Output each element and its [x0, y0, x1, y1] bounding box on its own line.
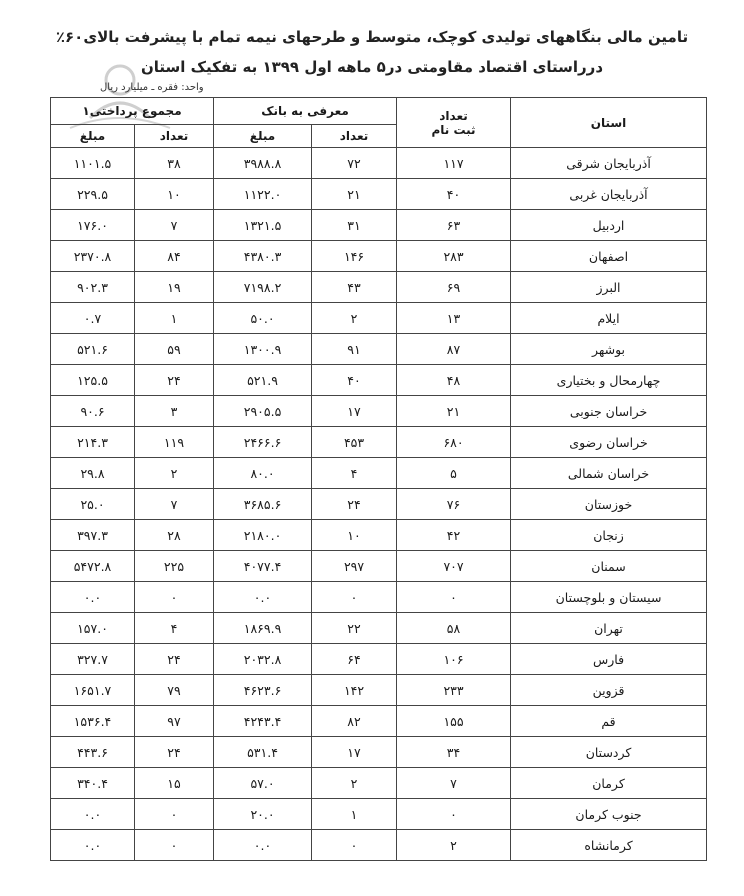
cell-paid-amount: ۱۵۷.۰: [51, 613, 135, 644]
cell-paid-count: ۲۴: [135, 365, 214, 396]
cell-intro-amount: ۵۷.۰: [214, 768, 312, 799]
cell-paid-count: ۰: [135, 799, 214, 830]
table-row: [51, 427, 707, 458]
cell-paid-count: ۱۵: [135, 768, 214, 799]
cell-registered: ۷۰۷: [397, 551, 511, 582]
cell-intro-count: ۴۰: [312, 365, 397, 396]
cell-province: بوشهر: [511, 334, 707, 365]
cell-intro-amount: ۵۲۱.۹: [214, 365, 312, 396]
cell-intro-count: ۲۲: [312, 613, 397, 644]
cell-paid-count: ۷: [135, 489, 214, 520]
cell-paid-amount: ۱۲۵.۵: [51, 365, 135, 396]
table-row: [51, 737, 707, 768]
cell-intro-count: ۱۷: [312, 396, 397, 427]
cell-paid-amount: ۰.۰: [51, 799, 135, 830]
table-row: [51, 210, 707, 241]
cell-registered: ۷۶: [397, 489, 511, 520]
cell-intro-amount: ۱۸۶۹.۹: [214, 613, 312, 644]
cell-intro-count: ۴۳: [312, 272, 397, 303]
cell-intro-amount: ۲۴۶۶.۶: [214, 427, 312, 458]
cell-intro-amount: ۴۳۸۰.۳: [214, 241, 312, 272]
cell-province: البرز: [511, 272, 707, 303]
cell-paid-amount: ۲۱۴.۳: [51, 427, 135, 458]
cell-intro-count: ۱۴۲: [312, 675, 397, 706]
cell-province: ایلام: [511, 303, 707, 334]
cell-intro-amount: ۵۳۱.۴: [214, 737, 312, 768]
cell-paid-count: ۱۹: [135, 272, 214, 303]
cell-intro-amount: ۸۰.۰: [214, 458, 312, 489]
cell-intro-amount: ۵۰.۰: [214, 303, 312, 334]
cell-intro-count: ۴: [312, 458, 397, 489]
cell-registered: ۰: [397, 799, 511, 830]
cell-province: کردستان: [511, 737, 707, 768]
cell-paid-count: ۷: [135, 210, 214, 241]
table-row: [51, 768, 707, 799]
header-paid: مجموع پرداختی۱: [51, 98, 214, 125]
cell-intro-count: ۷۲: [312, 148, 397, 179]
cell-intro-count: ۶۴: [312, 644, 397, 675]
cell-paid-count: ۲۲۵: [135, 551, 214, 582]
cell-province: آذربایجان شرقی: [511, 148, 707, 179]
cell-registered: ۳۴: [397, 737, 511, 768]
cell-registered: ۵۸: [397, 613, 511, 644]
cell-province: اردبیل: [511, 210, 707, 241]
cell-intro-amount: ۱۳۰۰.۹: [214, 334, 312, 365]
cell-paid-amount: ۴۴۳.۶: [51, 737, 135, 768]
table-row: [51, 582, 707, 613]
header-paid-count: تعداد: [135, 125, 214, 148]
cell-intro-count: ۱۷: [312, 737, 397, 768]
table-row: [51, 520, 707, 551]
cell-province: زنجان: [511, 520, 707, 551]
cell-paid-count: ۵۹: [135, 334, 214, 365]
table-row: [51, 241, 707, 272]
cell-province: قم: [511, 706, 707, 737]
cell-paid-amount: ۵۴۷۲.۸: [51, 551, 135, 582]
cell-registered: ۶۹: [397, 272, 511, 303]
cell-intro-count: ۰: [312, 830, 397, 861]
cell-paid-count: ۲۴: [135, 737, 214, 768]
header-introduced: معرفی به بانک: [214, 98, 397, 125]
cell-intro-count: ۲: [312, 768, 397, 799]
cell-intro-amount: ۴۰۷۷.۴: [214, 551, 312, 582]
cell-paid-amount: ۱۱۰۱.۵: [51, 148, 135, 179]
province-finance-table: [50, 97, 707, 861]
cell-intro-count: ۸۲: [312, 706, 397, 737]
cell-paid-amount: ۱۶۵۱.۷: [51, 675, 135, 706]
cell-registered: ۸۷: [397, 334, 511, 365]
title-line-1: تامین مالی بنگاههای تولیدی کوچک، متوسط و طرحهای نیمه تمام با پیشرفت بالای۶۰٪: [55, 28, 689, 46]
cell-registered: ۵: [397, 458, 511, 489]
cell-paid-count: ۲۴: [135, 644, 214, 675]
cell-paid-count: ۲: [135, 458, 214, 489]
cell-registered: ۶۳: [397, 210, 511, 241]
header-paid-amount: مبلغ: [51, 125, 135, 148]
cell-intro-count: ۲۴: [312, 489, 397, 520]
cell-intro-amount: ۱۱۲۲.۰: [214, 179, 312, 210]
cell-province: خراسان جنوبی: [511, 396, 707, 427]
cell-intro-amount: ۷۱۹۸.۲: [214, 272, 312, 303]
cell-intro-amount: ۲۹۰۵.۵: [214, 396, 312, 427]
cell-registered: ۱۵۵: [397, 706, 511, 737]
cell-province: آذربایجان غربی: [511, 179, 707, 210]
cell-registered: ۱۳: [397, 303, 511, 334]
cell-paid-amount: ۹۰.۶: [51, 396, 135, 427]
cell-intro-amount: ۲۰.۰: [214, 799, 312, 830]
cell-registered: ۲۳۳: [397, 675, 511, 706]
cell-intro-count: ۲۹۷: [312, 551, 397, 582]
cell-registered: ۱۰۶: [397, 644, 511, 675]
cell-intro-count: ۱۴۶: [312, 241, 397, 272]
cell-paid-amount: ۹۰۲.۳: [51, 272, 135, 303]
cell-registered: ۴۲: [397, 520, 511, 551]
cell-province: سیستان و بلوچستان: [511, 582, 707, 613]
cell-intro-amount: ۳۶۸۵.۶: [214, 489, 312, 520]
cell-province: خراسان شمالی: [511, 458, 707, 489]
cell-paid-amount: ۳۲۷.۷: [51, 644, 135, 675]
table-row: [51, 706, 707, 737]
cell-paid-count: ۰: [135, 582, 214, 613]
table-row: [51, 489, 707, 520]
cell-province: خراسان رضوی: [511, 427, 707, 458]
cell-province: فارس: [511, 644, 707, 675]
cell-registered: ۴۰: [397, 179, 511, 210]
table-row: [51, 179, 707, 210]
cell-intro-count: ۱۰: [312, 520, 397, 551]
cell-intro-amount: ۳۹۸۸.۸: [214, 148, 312, 179]
cell-paid-count: ۷۹: [135, 675, 214, 706]
cell-paid-amount: ۲۳۷۰.۸: [51, 241, 135, 272]
cell-paid-amount: ۱۷۶.۰: [51, 210, 135, 241]
cell-paid-count: ۸۴: [135, 241, 214, 272]
cell-province: قزوین: [511, 675, 707, 706]
cell-paid-count: ۴: [135, 613, 214, 644]
table-row: [51, 148, 707, 179]
table-row: [51, 396, 707, 427]
unit-label: واحد: فقره ـ میلیارد ریال: [100, 82, 204, 93]
table-row: [51, 799, 707, 830]
cell-paid-count: ۲۸: [135, 520, 214, 551]
header-intro-amount: مبلغ: [214, 125, 312, 148]
cell-province: سمنان: [511, 551, 707, 582]
cell-paid-amount: ۱۵۳۶.۴: [51, 706, 135, 737]
header-registered-line2: ثبت نام: [431, 122, 476, 137]
cell-intro-count: ۲: [312, 303, 397, 334]
table-body: [51, 148, 707, 861]
header-registered-line1: تعداد: [439, 108, 468, 123]
cell-intro-count: ۴۵۳: [312, 427, 397, 458]
table-row: [51, 365, 707, 396]
cell-paid-count: ۳: [135, 396, 214, 427]
cell-paid-count: ۱۱۹: [135, 427, 214, 458]
cell-province: جنوب کرمان: [511, 799, 707, 830]
cell-paid-count: ۹۷: [135, 706, 214, 737]
cell-intro-count: ۳۱: [312, 210, 397, 241]
cell-paid-amount: ۵۲۱.۶: [51, 334, 135, 365]
title-line-2: درراستای اقتصاد مقاومتی در۵ ماهه اول ۱۳۹۹ به تفکیک استان: [140, 58, 604, 76]
cell-intro-amount: ۰.۰: [214, 582, 312, 613]
table-row: [51, 334, 707, 365]
table-row: [51, 675, 707, 706]
cell-registered: ۶۸۰: [397, 427, 511, 458]
cell-registered: ۲۸۳: [397, 241, 511, 272]
cell-registered: ۲: [397, 830, 511, 861]
cell-paid-amount: ۰.۰: [51, 830, 135, 861]
cell-province: تهران: [511, 613, 707, 644]
cell-intro-amount: ۰.۰: [214, 830, 312, 861]
cell-intro-amount: ۲۰۳۲.۸: [214, 644, 312, 675]
document-title: [40, 22, 704, 82]
cell-paid-amount: ۲۲۹.۵: [51, 179, 135, 210]
cell-paid-amount: ۲۵.۰: [51, 489, 135, 520]
cell-intro-amount: ۴۶۲۳.۶: [214, 675, 312, 706]
header-registered: [397, 98, 511, 148]
cell-paid-count: ۰: [135, 830, 214, 861]
cell-province: اصفهان: [511, 241, 707, 272]
cell-paid-amount: ۰.۷: [51, 303, 135, 334]
header-intro-count: تعداد: [312, 125, 397, 148]
cell-paid-amount: ۲۹.۸: [51, 458, 135, 489]
table-row: [51, 272, 707, 303]
cell-province: کرمان: [511, 768, 707, 799]
cell-paid-amount: ۳۴۰.۴: [51, 768, 135, 799]
cell-registered: ۱۱۷: [397, 148, 511, 179]
cell-registered: ۴۸: [397, 365, 511, 396]
table-row: [51, 644, 707, 675]
cell-paid-count: ۱۰: [135, 179, 214, 210]
table-row: [51, 551, 707, 582]
table-row: [51, 830, 707, 861]
cell-intro-amount: ۴۲۴۳.۴: [214, 706, 312, 737]
cell-registered: ۰: [397, 582, 511, 613]
cell-paid-count: ۱: [135, 303, 214, 334]
table-row: [51, 613, 707, 644]
cell-intro-count: ۲۱: [312, 179, 397, 210]
cell-intro-amount: ۱۳۲۱.۵: [214, 210, 312, 241]
table-row: [51, 458, 707, 489]
cell-paid-amount: ۳۹۷.۳: [51, 520, 135, 551]
cell-intro-amount: ۲۱۸۰.۰: [214, 520, 312, 551]
cell-intro-count: ۹۱: [312, 334, 397, 365]
cell-province: خوزستان: [511, 489, 707, 520]
cell-paid-count: ۳۸: [135, 148, 214, 179]
cell-paid-amount: ۰.۰: [51, 582, 135, 613]
cell-province: کرمانشاه: [511, 830, 707, 861]
cell-intro-count: ۱: [312, 799, 397, 830]
header-province: استان: [511, 98, 707, 148]
cell-registered: ۲۱: [397, 396, 511, 427]
table-row: [51, 303, 707, 334]
cell-intro-count: ۰: [312, 582, 397, 613]
cell-province: چهارمحال و بختیاری: [511, 365, 707, 396]
cell-registered: ۷: [397, 768, 511, 799]
